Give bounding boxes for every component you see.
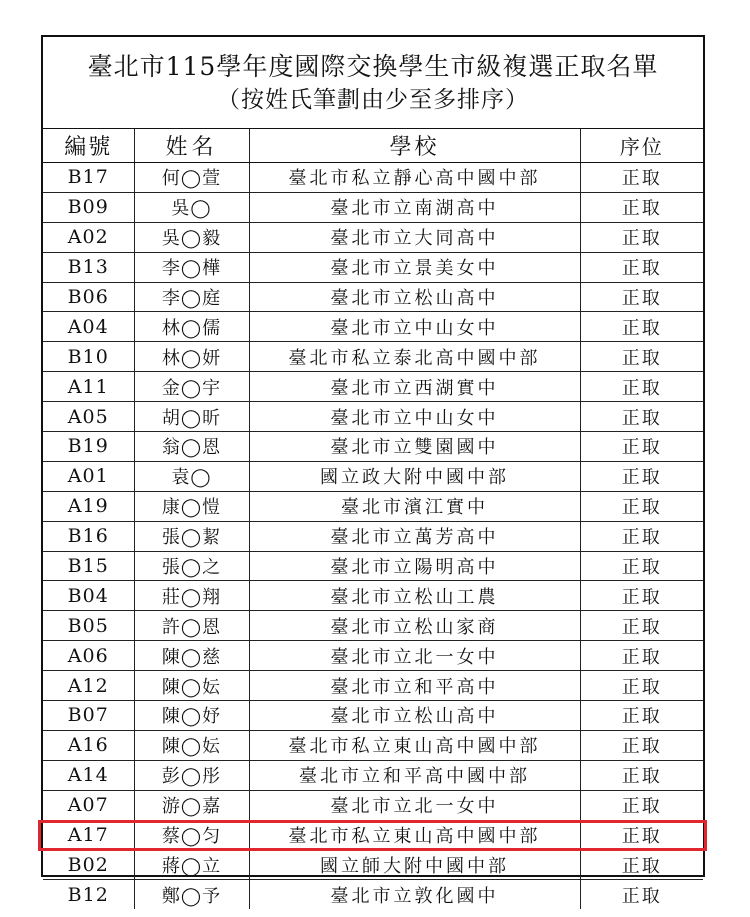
cell-school: 臺北市立大同高中 — [249, 222, 580, 252]
cell-name: 莊◯翔 — [134, 581, 249, 611]
cell-name: 陳◯妤 — [134, 701, 249, 731]
cell-school: 臺北市立松山高中 — [249, 701, 580, 731]
cell-rank: 正取 — [580, 521, 703, 551]
cell-school: 臺北市立南湖高中 — [249, 192, 580, 222]
cell-name: 林◯儒 — [134, 312, 249, 342]
table-row — [43, 730, 703, 760]
cell-rank: 正取 — [580, 312, 703, 342]
cell-rank: 正取 — [580, 790, 703, 820]
table-row — [43, 252, 703, 282]
table-row — [43, 461, 703, 491]
cell-rank: 正取 — [580, 551, 703, 581]
cell-rank: 正取 — [580, 611, 703, 641]
cell-name: 張◯之 — [134, 551, 249, 581]
cell-rank: 正取 — [580, 641, 703, 671]
table-row — [43, 760, 703, 790]
header-school: 學校 — [249, 129, 580, 163]
cell-code: A06 — [43, 641, 134, 671]
cell-rank: 正取 — [580, 671, 703, 701]
cell-school: 臺北市立和平高中 — [249, 671, 580, 701]
cell-rank: 正取 — [580, 730, 703, 760]
cell-rank: 正取 — [580, 760, 703, 790]
cell-name: 鄭◯予 — [134, 880, 249, 909]
cell-school: 臺北市立敦化國中 — [249, 880, 580, 909]
table-row — [43, 491, 703, 521]
cell-rank: 正取 — [580, 581, 703, 611]
cell-name: 康◯愷 — [134, 491, 249, 521]
cell-code: B06 — [43, 282, 134, 312]
cell-school: 臺北市立陽明高中 — [249, 551, 580, 581]
cell-code: B05 — [43, 611, 134, 641]
cell-code: B12 — [43, 880, 134, 909]
cell-name: 游◯嘉 — [134, 790, 249, 820]
cell-code: A07 — [43, 790, 134, 820]
table-header-row — [43, 129, 703, 163]
cell-rank: 正取 — [580, 222, 703, 252]
cell-rank: 正取 — [580, 701, 703, 731]
table-row — [43, 790, 703, 820]
cell-code: B17 — [43, 163, 134, 193]
cell-code: A14 — [43, 760, 134, 790]
cell-school: 臺北市立雙園國中 — [249, 432, 580, 462]
cell-rank: 正取 — [580, 163, 703, 193]
cell-name: 陳◯慈 — [134, 641, 249, 671]
cell-code: B04 — [43, 581, 134, 611]
cell-code: B13 — [43, 252, 134, 282]
table-row — [43, 192, 703, 222]
document-subtitle: （按姓氏筆劃由少至多排序） — [217, 87, 529, 113]
cell-school: 國立政大附中國中部 — [249, 461, 580, 491]
document-title: 臺北市115學年度國際交換學生市級複選正取名單 — [87, 52, 659, 81]
table-body — [43, 163, 703, 910]
cell-school: 臺北市立北一女中 — [249, 641, 580, 671]
cell-name: 李◯樺 — [134, 252, 249, 282]
table-row — [43, 880, 703, 909]
cell-name: 袁◯ — [134, 461, 249, 491]
cell-name: 蔣◯立 — [134, 850, 249, 880]
cell-rank: 正取 — [580, 461, 703, 491]
table-row — [43, 611, 703, 641]
cell-school: 臺北市立中山女中 — [249, 402, 580, 432]
cell-school: 臺北市立和平高中國中部 — [249, 760, 580, 790]
table-row-highlighted — [43, 850, 703, 880]
cell-code: A17 — [43, 820, 134, 850]
cell-school: 臺北市私立東山高中國中部 — [249, 820, 580, 850]
cell-name: 李◯庭 — [134, 282, 249, 312]
cell-school: 臺北市私立東山高中國中部 — [249, 730, 580, 760]
cell-code: B07 — [43, 701, 134, 731]
cell-name: 許◯恩 — [134, 611, 249, 641]
table-row — [43, 222, 703, 252]
cell-rank: 正取 — [621, 885, 662, 907]
cell-school: 臺北市立松山工農 — [249, 581, 580, 611]
table-row — [43, 312, 703, 342]
admission-list-sheet — [41, 35, 705, 907]
cell-code: B15 — [43, 551, 134, 581]
cell-code: A01 — [43, 461, 134, 491]
cell-name: 翁◯恩 — [134, 432, 249, 462]
cell-code: A16 — [43, 730, 134, 760]
admission-table — [43, 129, 703, 909]
cell-name: 陳◯妘 — [134, 671, 249, 701]
table-row — [43, 282, 703, 312]
cell-school: 臺北市立松山高中 — [249, 282, 580, 312]
cell-rank: 正取 — [580, 491, 703, 521]
cell-name: 彭◯彤 — [134, 760, 249, 790]
cell-name: 吳◯毅 — [134, 222, 249, 252]
table-row — [43, 551, 703, 581]
cell-rank: 正取 — [580, 342, 703, 372]
cell-school: 臺北市濱江實中 — [249, 491, 580, 521]
cell-rank: 正取 — [580, 192, 703, 222]
header-rank: 序位 — [580, 129, 703, 163]
cell-rank: 正取 — [580, 252, 703, 282]
cell-rank: 正取 — [580, 820, 703, 850]
cell-rank: 正取 — [580, 372, 703, 402]
cell-name: 吳◯ — [134, 192, 249, 222]
cell-rank: 正取 — [580, 432, 703, 462]
table-row — [43, 581, 703, 611]
cell-name: 林◯妍 — [134, 342, 249, 372]
table-row — [43, 701, 703, 731]
cell-rank: 正取 — [580, 402, 703, 432]
cell-rank: 正取 — [580, 850, 703, 880]
table-row — [43, 820, 703, 850]
cell-code: B09 — [43, 192, 134, 222]
cell-code: A02 — [43, 222, 134, 252]
cell-school: 臺北市立西湖實中 — [249, 372, 580, 402]
cell-school: 臺北市立景美女中 — [249, 252, 580, 282]
table-row — [43, 521, 703, 551]
cell-code: B02 — [43, 850, 134, 880]
cell-rank: 正取 — [580, 282, 703, 312]
cell-school: 臺北市私立泰北高中國中部 — [249, 342, 580, 372]
cell-school: 國立師大附中國中部 — [249, 850, 580, 880]
header-code: 編號 — [43, 129, 134, 163]
table-row — [43, 163, 703, 193]
cell-school: 臺北市立松山家商 — [249, 611, 580, 641]
header-name: 姓名 — [134, 129, 249, 163]
cell-school: 臺北市立中山女中 — [249, 312, 580, 342]
table-row — [43, 402, 703, 432]
cell-code: B10 — [43, 342, 134, 372]
cell-code: A04 — [43, 312, 134, 342]
table-row — [43, 641, 703, 671]
cell-code: B16 — [43, 521, 134, 551]
cell-code: A05 — [43, 402, 134, 432]
cell-school: 臺北市私立靜心高中國中部 — [249, 163, 580, 193]
cell-code: A12 — [43, 671, 134, 701]
cell-name: 蔡◯匀 — [134, 820, 249, 850]
cell-name: 張◯絜 — [134, 521, 249, 551]
cell-code: B19 — [43, 432, 134, 462]
cell-name: 金◯宇 — [134, 372, 249, 402]
cell-name: 何◯萱 — [134, 163, 249, 193]
table-row — [43, 372, 703, 402]
table-row — [43, 432, 703, 462]
title-block — [43, 37, 703, 129]
cell-school: 臺北市立萬芳高中 — [249, 521, 580, 551]
cell-code: A11 — [43, 372, 134, 402]
table-row — [43, 671, 703, 701]
cell-school: 臺北市立北一女中 — [249, 790, 580, 820]
cell-code: A19 — [43, 491, 134, 521]
table-row — [43, 342, 703, 372]
cell-name: 胡◯昕 — [134, 402, 249, 432]
cell-name: 陳◯妘 — [134, 730, 249, 760]
